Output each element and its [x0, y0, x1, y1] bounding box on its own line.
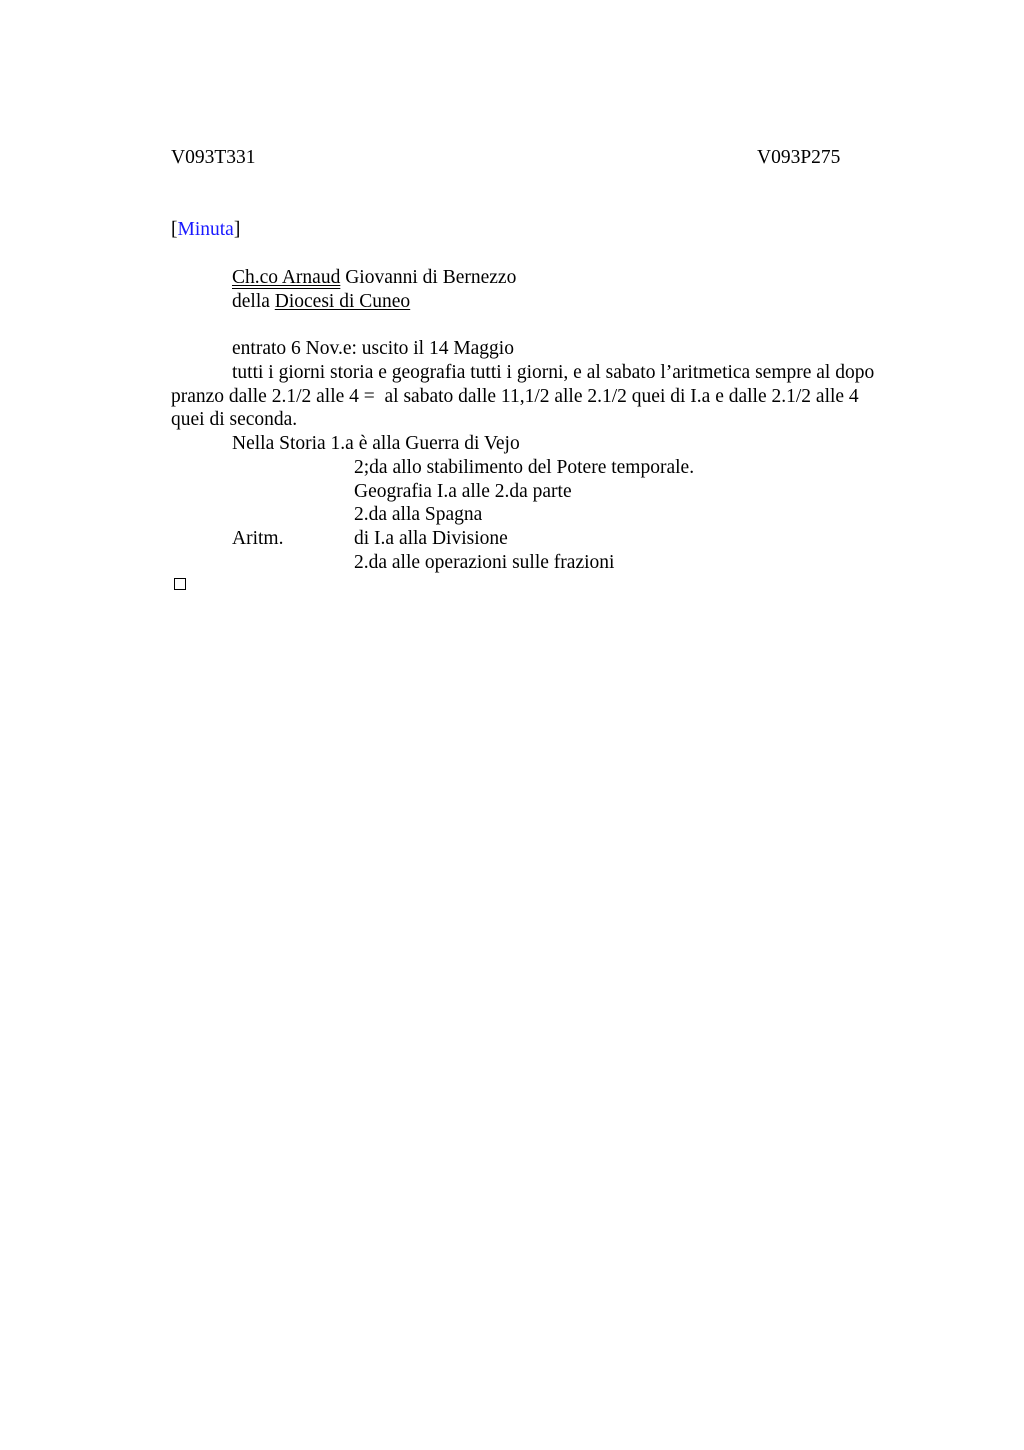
paragraph-line-1: tutti i giorni storia e geografia tutti i giorni, e al sabato l’aritmetica sempre al dopo — [232, 362, 875, 383]
geografia-first-line: Geografia I.a alle 2.da parte — [354, 481, 572, 502]
storia-second-line: 2;da allo stabilimento del Potere temporale. — [354, 457, 695, 478]
aritm-label: Aritm. — [232, 528, 284, 549]
minuta-link[interactable]: Minuta — [177, 219, 234, 240]
recipient-name-line — [232, 266, 516, 290]
header-left-code: V093T331 — [171, 147, 256, 168]
storia-line: Nella Storia 1.a è alla Guerra di Vejo — [232, 433, 520, 454]
paragraph-line-2: pranzo dalle 2.1/2 alle 4 = al sabato dalle 11,1/2 alle 2.1/2 quei di I.a e dalle 2.1/2 alle 4 — [171, 386, 859, 407]
empty-checkbox-icon — [174, 578, 186, 590]
aritm-second-line: 2.da alle operazioni sulle frazioni — [354, 552, 615, 573]
recipient-name-rest: Giovanni di Bernezzo — [340, 267, 517, 288]
recipient-diocese-line — [232, 290, 410, 314]
aritm-first-line: di I.a alla Divisione — [354, 528, 508, 549]
paragraph-line-3: quei di seconda. — [171, 409, 298, 430]
recipient-name-underlined: Ch.co Arnaud — [232, 267, 341, 288]
geografia-second-line: 2.da alla Spagna — [354, 504, 483, 525]
diocese-prefix: della — [232, 291, 275, 312]
entry-line: entrato 6 Nov.e: uscito il 14 Maggio — [232, 338, 514, 359]
diocese-underlined: Diocesi di Cuneo — [274, 291, 411, 312]
minuta-open-bracket: [ — [171, 219, 178, 240]
minuta-label — [171, 218, 240, 242]
minuta-close-bracket: ] — [233, 219, 241, 240]
header-right-code: V093P275 — [757, 147, 841, 168]
